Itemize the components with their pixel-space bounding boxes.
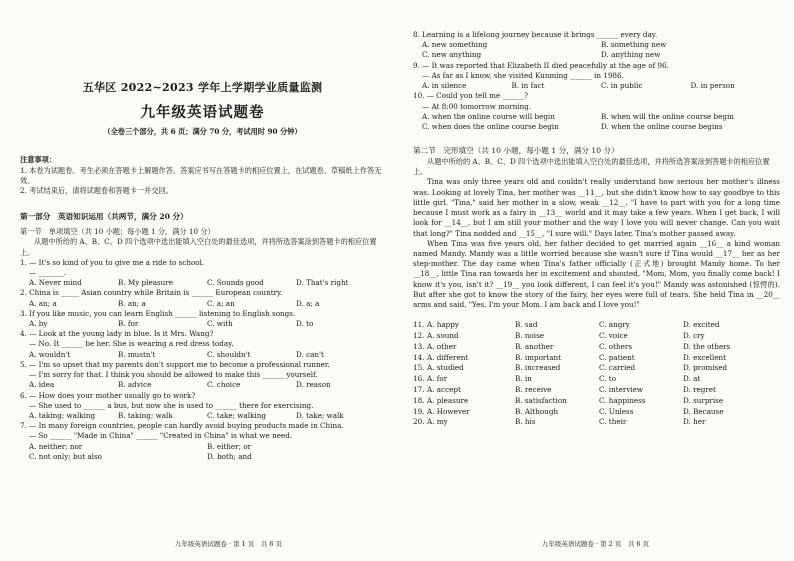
cloze-option: B. in xyxy=(515,374,532,384)
question-list xyxy=(413,30,780,132)
answer-options xyxy=(20,299,385,309)
question-item xyxy=(413,61,780,92)
page-footer: 九年级英语试题卷 · 第 1 页 共 6 页 xyxy=(174,539,283,548)
question-response: — No. It ______ be her. She is wearing a red dress today. xyxy=(29,339,234,349)
section-two-instructions: 从题中所给的 A、B、C、D 四个选项中选出能填入空白处的最佳选项，并将所选答案涂到答题卡的相应位置上。 xyxy=(413,156,770,177)
cloze-option: A. different xyxy=(427,352,469,362)
answer-option: C. choice xyxy=(207,380,241,390)
cloze-question-number: 19. xyxy=(413,406,425,416)
cloze-question-number: 11. xyxy=(413,320,425,330)
cloze-question-number: 13. xyxy=(413,341,425,351)
question-stem: 3. If you like music, you can learn English ______ listening to English songs. xyxy=(20,308,296,318)
cloze-option: A. accept xyxy=(427,385,461,395)
cloze-question-number: 12. xyxy=(413,331,425,341)
cloze-option-row xyxy=(413,331,780,342)
answer-option: C. Sounds good xyxy=(207,278,264,288)
cloze-question-number: 20. xyxy=(413,417,425,427)
cloze-option: A. sound xyxy=(427,331,459,341)
cloze-option: D. at xyxy=(683,374,701,384)
answer-option: B. in fact xyxy=(511,81,545,91)
answer-option: A. Never mind xyxy=(29,278,82,288)
answer-options xyxy=(413,112,780,132)
cloze-option-row xyxy=(413,407,780,418)
answer-option: A. new something xyxy=(422,40,488,50)
answer-option: D. can't xyxy=(296,349,324,359)
answer-option: D. when the online course begins xyxy=(601,121,723,131)
question-stem: 5. — I'm so upset that my parents don't support me to become a professional runner. xyxy=(20,359,330,369)
exam-subtitle: （全卷三个部分，共 6 页；满分 70 分，考试用时 90 分钟） xyxy=(103,127,302,137)
answer-options xyxy=(413,40,780,60)
cloze-option-row xyxy=(413,396,780,407)
answer-option: B. when will the online course begin xyxy=(601,111,734,121)
question-response: — As far as I know, she visited Kunming ______ in 1986. xyxy=(422,70,624,80)
answer-option: B. taking; walk xyxy=(118,411,173,420)
question-item xyxy=(20,288,385,308)
answer-option: B. for xyxy=(118,319,139,329)
question-stem: 4. — Look at the young lady in blue. Is it Mrs. Wang? xyxy=(20,329,214,339)
cloze-option: D. cry xyxy=(683,331,705,341)
cloze-option: A. pleasure xyxy=(427,395,469,405)
exam-page-2 xyxy=(397,0,794,561)
cloze-option: D. the others xyxy=(683,341,731,351)
cloze-option: B. sad xyxy=(515,320,538,330)
cloze-option: D. regret xyxy=(683,385,716,395)
cloze-passage-paragraph: Tina was only three years old and couldn't really understand how serious her mother's illness was. Looking at lovely Tina, her mother was __11__, but she didn't know how to say goodbye to this little girl. "Tina," said her mother in a slow, weak __12__. "I have to part with you for a long time because I must work as a fairy in __13__ world and it may take a few years. When I get back, I will look for __14__, but I am still your mother and the way I love you will never change. Can you wait that long?" Tina nodded and __15__, "I sure will." Days later, Tina's mother passed away. xyxy=(413,177,780,238)
cloze-option: C. angry xyxy=(599,320,630,330)
answer-option: B. either; or xyxy=(207,441,252,451)
question-stem: 10. — Could you tell me ______? xyxy=(413,91,528,101)
answer-option: A. wouldn't xyxy=(29,349,71,359)
notice-heading: 注意事项： xyxy=(20,155,56,165)
answer-option: A. neither; nor xyxy=(29,441,83,451)
answer-option: C. in public xyxy=(601,81,643,91)
cloze-passage-paragraph: When Tina was five years old, her father decided to get married again __16__ a kind woman named Mandy. Mandy was a little worried because she wasn't sure if Tina would __17__ her as her step-mother. The day came when Tina's father officially (正式地) brought Mandy home. To her __18__, little Tina ran towards her in excitement and shouted, "Mom, Mom, you finally come back! I know it's you, isn't it? __19__ you look different, I can feel it's you!" Mandy was astonished (惊愕的). But after she got to know the story of the fairy, her eyes were full of tears. She held Tina in __20__ arms and said, "Yes, I'm your Mom. I am back and I love you!" xyxy=(413,238,780,310)
cloze-options-table xyxy=(413,320,780,428)
page-footer: 九年级英语试题卷 · 第 2 页 共 6 页 xyxy=(541,539,650,548)
cloze-option: B. increased xyxy=(515,363,561,373)
cloze-option-row xyxy=(413,374,780,385)
cloze-option: C. interview xyxy=(599,385,644,395)
part-one-heading: 第一部分 英语知识运用（共两节，满分 20 分） xyxy=(20,212,188,222)
cloze-option: D. surprise xyxy=(683,395,724,405)
answer-option: C. shouldn't xyxy=(207,349,251,359)
answer-option: A. taking; walking xyxy=(29,411,96,420)
question-item xyxy=(413,30,780,61)
exam-paper-title: 九年级英语试题卷 xyxy=(140,103,265,121)
question-response: — _______. xyxy=(29,267,66,277)
answer-option: D. in person xyxy=(690,81,735,91)
answer-options xyxy=(20,380,385,390)
answer-option: B. mustn't xyxy=(118,349,156,359)
cloze-option: C. happiness xyxy=(599,395,646,405)
cloze-option: C. voice xyxy=(599,331,628,341)
answer-options xyxy=(20,319,385,329)
cloze-option: B. his xyxy=(515,417,536,427)
answer-options xyxy=(20,411,385,421)
cloze-option: B. receive xyxy=(515,385,552,395)
cloze-question-number: 15. xyxy=(413,363,425,373)
cloze-option-row xyxy=(413,353,780,364)
answer-option: A. when the online course will begin xyxy=(422,111,555,121)
answer-option: B. something new xyxy=(601,40,667,50)
answer-options xyxy=(20,278,385,288)
answer-options xyxy=(20,350,385,360)
answer-option: A. by xyxy=(29,319,48,329)
notice-item: 2. 考试结束后，请将试题卷和答题卡一并交回。 xyxy=(20,186,173,196)
answer-option: D. both; and xyxy=(207,451,252,461)
question-item xyxy=(20,360,385,391)
question-stem: 8. Learning is a lifelong journey because it brings ______ every day. xyxy=(413,30,658,39)
question-item xyxy=(20,309,385,329)
cloze-option: A. other xyxy=(427,341,457,351)
answer-option: D. to xyxy=(296,319,314,329)
answer-option: C. new anything xyxy=(422,50,482,60)
question-stem: 1. — It's so kind of you to give me a ride to school. xyxy=(20,257,205,267)
answer-option: C. not only; but also xyxy=(29,451,102,461)
question-stem: 7. — In many foreign countries, people can hardly avoid buying products made in China. xyxy=(20,421,344,431)
answer-option: C. when does the online course begin xyxy=(422,121,559,131)
cloze-option: C. to xyxy=(599,374,617,384)
question-item xyxy=(20,329,385,360)
question-response: — So ______ "Made in China" ______ "Created in China" is what we need. xyxy=(29,431,293,441)
cloze-option: C. carried xyxy=(599,363,636,373)
cloze-option: B. noise xyxy=(515,331,545,341)
answer-option: B. My pleasure xyxy=(118,278,174,288)
cloze-option: A. However xyxy=(427,406,470,416)
question-stem: 9. — It was reported that Elizabeth II died peacefully at the age of 96. xyxy=(413,60,669,70)
cloze-option: D. promised xyxy=(683,363,728,373)
cloze-option-row xyxy=(413,417,780,428)
answer-option: A. an; a xyxy=(29,298,57,308)
answer-option: D. reason xyxy=(296,380,331,390)
cloze-option: C. Unless xyxy=(599,406,634,416)
cloze-question-number: 16. xyxy=(413,374,425,384)
cloze-option: A. studied xyxy=(427,363,464,373)
answer-option: A. in silence xyxy=(422,81,467,91)
section-one-heading: 第一节 单项填空（共 10 小题；每小题 1 分，满分 10 分） xyxy=(20,227,215,237)
question-stem: 6. — How does your mother usually go to work? xyxy=(20,390,196,400)
cloze-option: D. excellent xyxy=(683,352,727,362)
answer-option: D. anything new xyxy=(601,50,661,60)
cloze-option: C. patient xyxy=(599,352,635,362)
question-item xyxy=(20,421,385,462)
answer-options xyxy=(20,442,385,462)
cloze-option: B. another xyxy=(515,341,554,351)
cloze-option-row xyxy=(413,363,780,374)
cloze-option: A. my xyxy=(427,417,448,427)
notice-item: 1. 本卷为试题卷。考生必须在答题卡上解题作答。答案应书写在答题卡的相应位置上，在试题卷、草稿纸上作答无效。 xyxy=(20,165,382,185)
cloze-option: D. excited xyxy=(683,320,720,330)
answer-option: C. take; walking xyxy=(207,411,266,420)
answer-option: C. with xyxy=(207,319,233,329)
answer-option: D. That's right xyxy=(296,278,349,288)
answer-option: D. a; a xyxy=(296,298,320,308)
cloze-option: D. Because xyxy=(683,406,724,416)
question-item xyxy=(20,258,385,289)
answer-option: B. advice xyxy=(118,380,152,390)
cloze-question-number: 18. xyxy=(413,395,425,405)
question-response: — She used to ______ a bus, but now she is used to ______ there for exercising. xyxy=(29,400,314,410)
question-response: — At 8:00 tomorrow morning. xyxy=(422,101,532,111)
answer-option: C. a; an xyxy=(207,298,235,308)
exam-district-title: 五华区 2022~2023 学年上学期学业质量监测 xyxy=(82,81,323,94)
answer-options xyxy=(413,81,780,91)
cloze-option-row xyxy=(413,385,780,396)
answer-option: B. an; a xyxy=(118,298,146,308)
cloze-option: A. happy xyxy=(427,320,459,330)
cloze-question-number: 17. xyxy=(413,385,425,395)
question-stem: 2. China is _____ Asian country while Britain is ______ European country. xyxy=(20,288,283,298)
cloze-option: C. others xyxy=(599,341,633,351)
cloze-option: B. satisfaction xyxy=(515,395,567,405)
cloze-option-row xyxy=(413,320,780,331)
question-item xyxy=(20,391,385,422)
question-list xyxy=(20,258,385,462)
cloze-option: B. Although xyxy=(515,406,559,416)
cloze-option: B. important xyxy=(515,352,562,362)
cloze-option: A. for xyxy=(427,374,448,384)
answer-option: A. idea xyxy=(29,380,55,390)
cloze-option-row xyxy=(413,342,780,353)
section-two-heading: 第二节 完形填空（共 10 小题，每小题 1 分，满分 10 分） xyxy=(413,146,619,156)
section-one-instructions: 从题中所给的 A、B、C、D 四个选项中选出能填入空白处的最佳选项，并将所选答案涂到答题卡的相应位置上。 xyxy=(20,237,377,257)
question-item xyxy=(413,91,780,132)
cloze-option: C. their xyxy=(599,417,627,427)
answer-option: D. take; walk xyxy=(296,411,344,420)
cloze-question-number: 14. xyxy=(413,352,425,362)
cloze-option: D. her xyxy=(683,417,706,427)
question-response: — I'm sorry for that. I think you should be allowed to make this ______ yourself. xyxy=(29,370,318,380)
